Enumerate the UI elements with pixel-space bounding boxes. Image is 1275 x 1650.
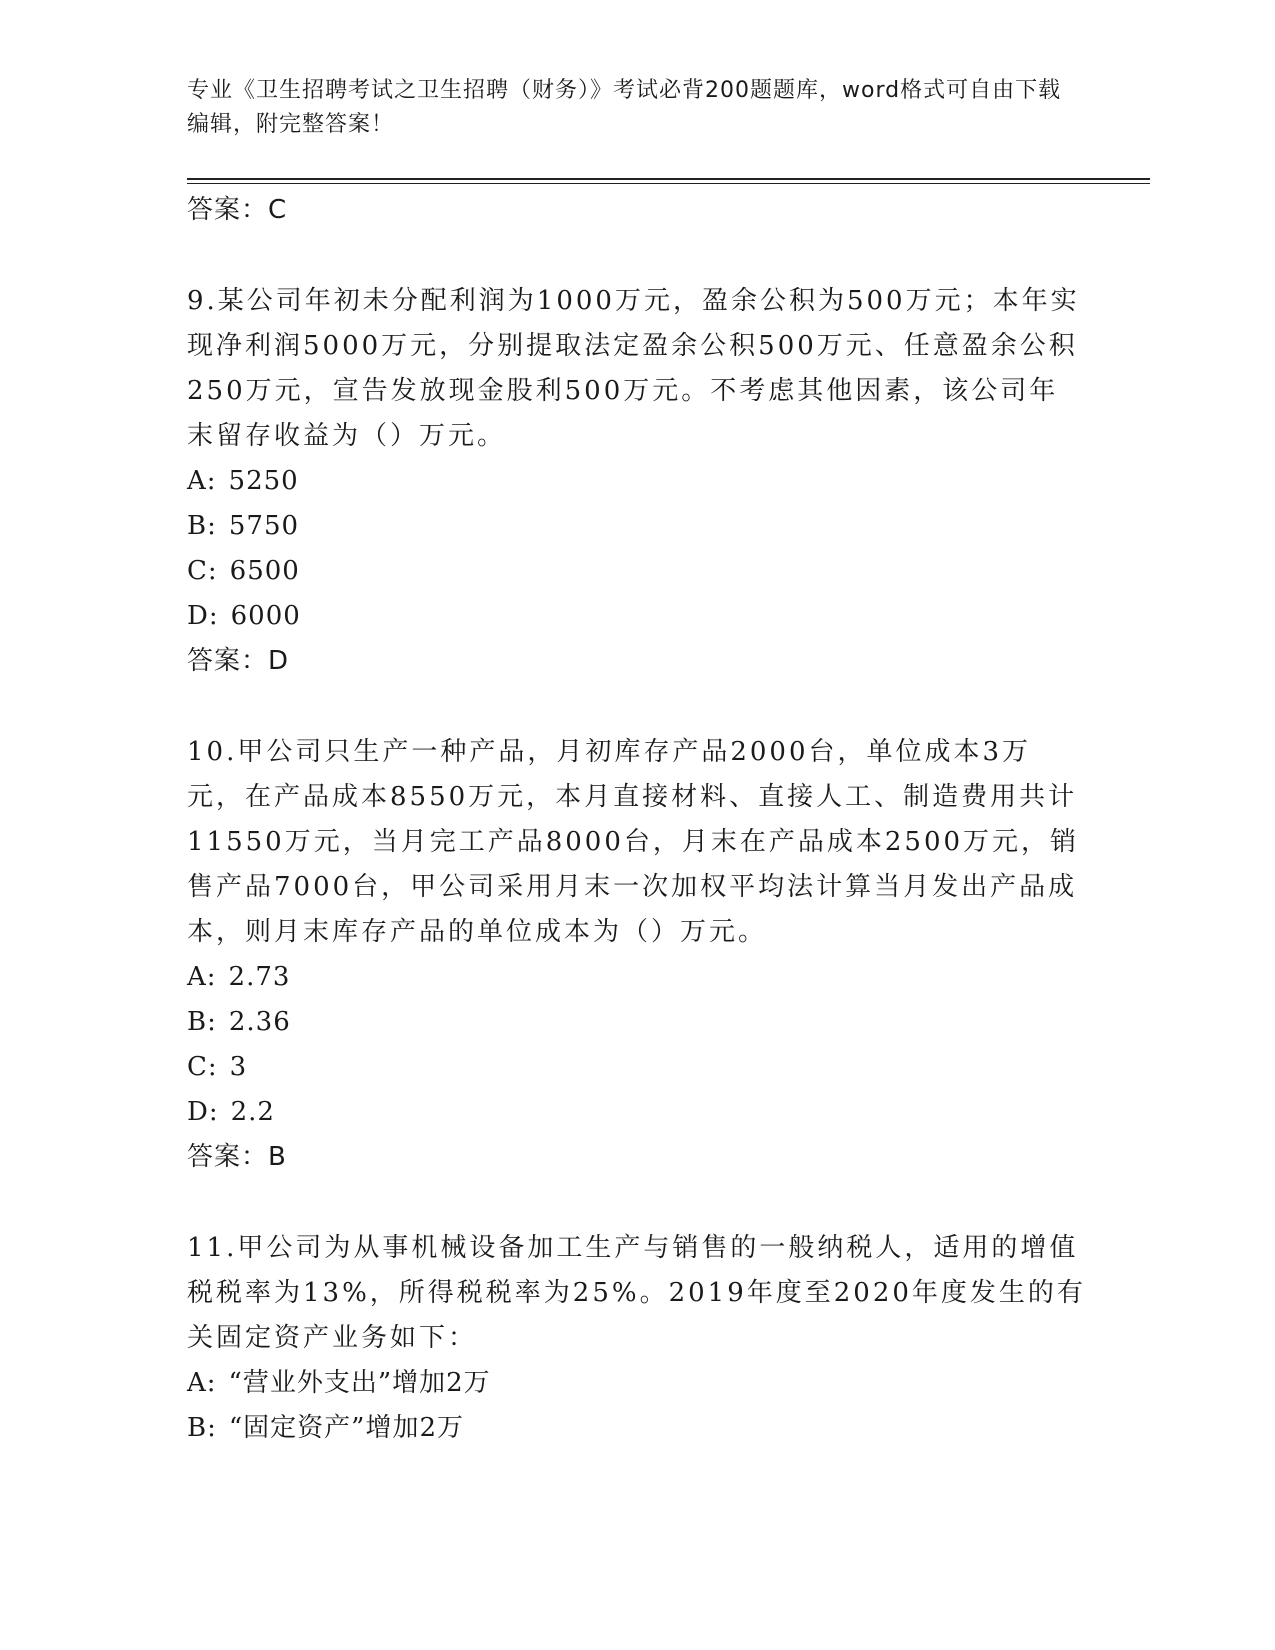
option-c	[187, 549, 1087, 594]
option-d	[187, 594, 1087, 639]
document-header: 专业《卫生招聘考试之卫生招聘（财务）》考试必背200题题库，word格式可自由下载编辑，附完整答案！	[187, 78, 1062, 137]
question-stem: 9.某公司年初未分配利润为1000万元，盈余公积为500万元；本年实现净利润5000万元，分别提取法定盈余公积500万元、任意盈余公积250万元，宣告发放现金股利500万元。不考虑其他因素，该公司年末留存收益为（）万元。	[187, 286, 1080, 451]
option-label: B:	[187, 1007, 217, 1037]
question-9	[187, 279, 1087, 684]
option-a	[187, 1361, 1087, 1406]
answer: 答案：B	[187, 1142, 287, 1172]
option-b	[187, 1000, 1087, 1045]
question-stem: 11.甲公司为从事机械设备加工生产与销售的一般纳税人，适用的增值税税率为13%，所得税税率为25%。2019年度至2020年度发生的有关固定资产业务如下：	[187, 1233, 1086, 1353]
header-rule-thin	[187, 183, 1150, 184]
option-b	[187, 504, 1087, 549]
document-body	[187, 188, 1087, 1451]
option-a	[187, 955, 1087, 1000]
question-10	[187, 730, 1087, 1180]
option-value: 2.73	[228, 962, 291, 992]
option-value: “营业外支出”增加2万	[228, 1368, 491, 1398]
option-value: 3	[229, 1052, 248, 1082]
option-label: D:	[187, 1097, 219, 1127]
option-label: C:	[187, 556, 218, 586]
option-b	[187, 1406, 1087, 1451]
option-value: 2.2	[230, 1097, 275, 1127]
option-value: 5250	[228, 466, 299, 496]
option-label: A:	[187, 962, 217, 992]
option-label: D:	[187, 601, 219, 631]
option-a	[187, 459, 1087, 504]
option-label: A:	[187, 1368, 217, 1398]
option-value: 2.36	[228, 1007, 291, 1037]
option-label: C:	[187, 1052, 218, 1082]
option-c	[187, 1045, 1087, 1090]
option-value: 6000	[230, 601, 301, 631]
question-11	[187, 1226, 1087, 1451]
option-value: 5750	[228, 511, 300, 541]
answer: 答案：D	[187, 646, 290, 676]
header-rule-thick	[187, 178, 1150, 180]
option-value: “固定资产”增加2万	[228, 1413, 465, 1443]
answer-prev: 答案：C	[187, 195, 288, 225]
option-d	[187, 1090, 1087, 1135]
option-label: A:	[187, 466, 217, 496]
option-label: B:	[187, 1413, 217, 1443]
option-value: 6500	[229, 556, 300, 586]
question-stem: 10.甲公司只生产一种产品，月初库存产品2000台，单位成本3万元，在产品成本8550万元，本月直接材料、直接人工、制造费用共计11550万元，当月完工产品8000台，月末在产品成本2500万元，销售产品7000台，甲公司采用月末一次加权平均法计算当月发出产品成本，则月末库存产品的单位成本为（）万元。	[187, 737, 1080, 947]
option-label: B:	[187, 511, 217, 541]
